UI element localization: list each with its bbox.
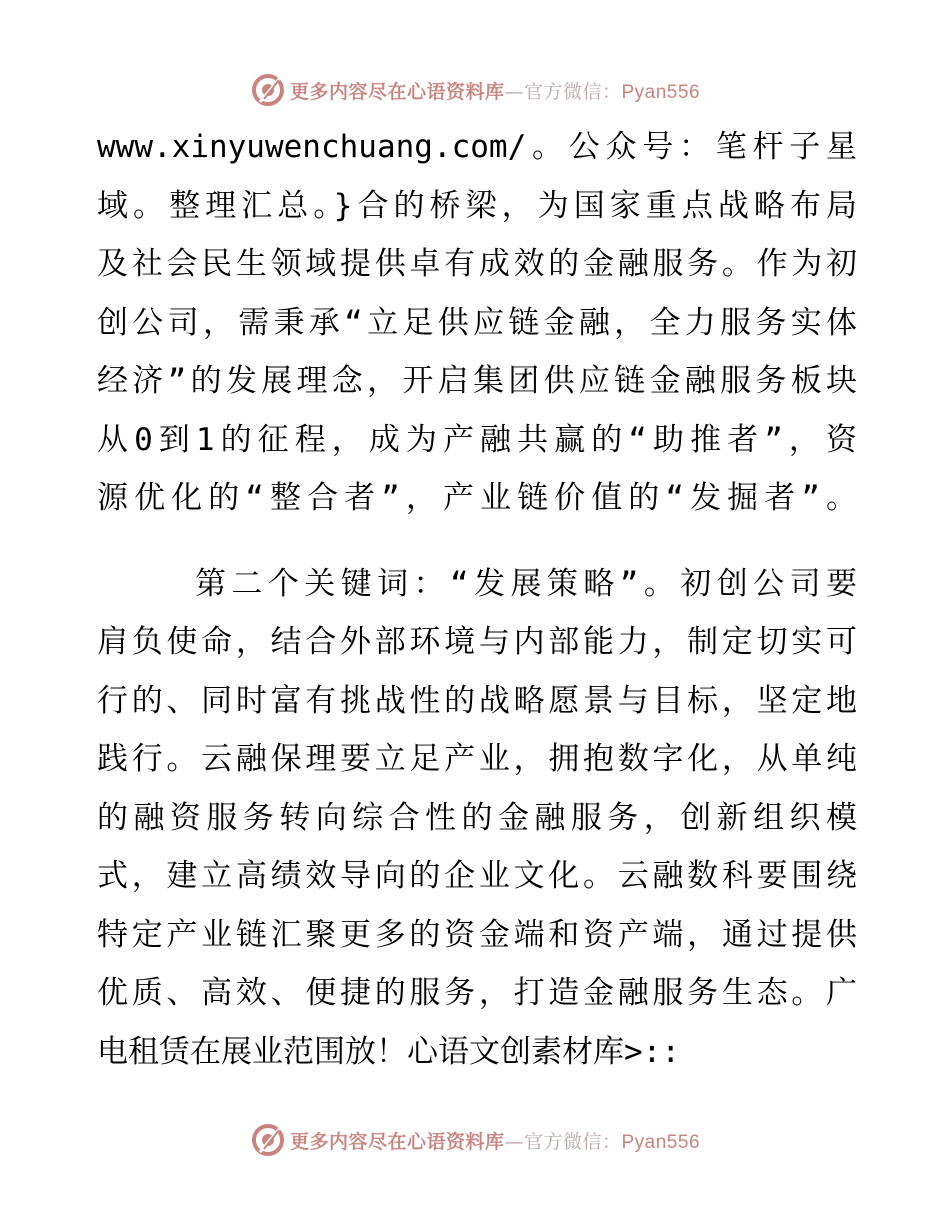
paragraph2-line-3: 行的、同时富有挑战性的战略愿景与目标，坚定地 <box>97 682 857 719</box>
brush-circle-logo-icon <box>250 1122 286 1158</box>
paragraph2-line-5: 的融资服务转向综合性的金融服务，创新组织模 <box>97 799 857 836</box>
paragraph1-line-6: 从0到1的征程，成为产融共赢的“助推者”，资 <box>97 421 857 458</box>
footer-banner-main: 更多内容尽在心语资料库 <box>289 1130 505 1153</box>
paragraph-spacer <box>97 528 857 555</box>
header-banner <box>0 70 950 110</box>
footer-banner-text <box>290 1127 700 1154</box>
paragraph1-line-4: 创公司，需秉承“立足供应链金融，全力服务实体 <box>97 304 857 341</box>
footer-banner-wechat-prefix: —官方微信： <box>504 1130 622 1153</box>
paragraph2-line-9: 电租赁在展业范围放！心语文创素材库>:: <box>97 1033 680 1070</box>
paragraph2-line-2: 肩负使命，结合外部环境与内部能力，制定切实可 <box>97 624 857 660</box>
header-banner-main: 更多内容尽在心语资料库 <box>289 80 505 103</box>
paragraph2-line-4: 践行。云融保理要立足产业，拥抱数字化，从单纯 <box>97 741 857 777</box>
paragraph2-line-8: 优质、高效、便捷的服务，打造金融服务生态。广 <box>97 975 857 1011</box>
paragraph2-line-7: 特定产业链汇聚更多的资金端和资产端，通过提供 <box>97 916 857 953</box>
document-body <box>97 118 857 1081</box>
brush-circle-logo-icon <box>250 72 286 108</box>
paragraph1-line-1: www.xinyuwenchuang.com/。公众号：笔杆子星 <box>97 129 857 165</box>
header-banner-wechat-id: Pyan556 <box>621 81 701 103</box>
paragraph1-line-2: 域。整理汇总。}合的桥梁，为国家重点战略布局 <box>97 187 857 224</box>
paragraph1-line-5: 经济”的发展理念，开启集团供应链金融服务板块 <box>97 363 857 399</box>
paragraph1-line-3: 及社会民生领域提供卓有成效的金融服务。作为初 <box>97 246 857 282</box>
paragraph1-line-7: 源优化的“整合者”，产业链价值的“发掘者”。 <box>97 480 857 516</box>
footer-banner <box>0 1120 950 1160</box>
paragraph2-line-1: 第二个关键词：“发展策略”。初创公司要 <box>195 565 857 602</box>
header-banner-wechat-prefix: —官方微信： <box>504 80 622 103</box>
header-banner-text <box>290 77 700 104</box>
paragraph2-line-6: 式，建立高绩效导向的企业文化。云融数科要围绕 <box>97 858 857 894</box>
footer-banner-wechat-id: Pyan556 <box>621 1131 701 1153</box>
